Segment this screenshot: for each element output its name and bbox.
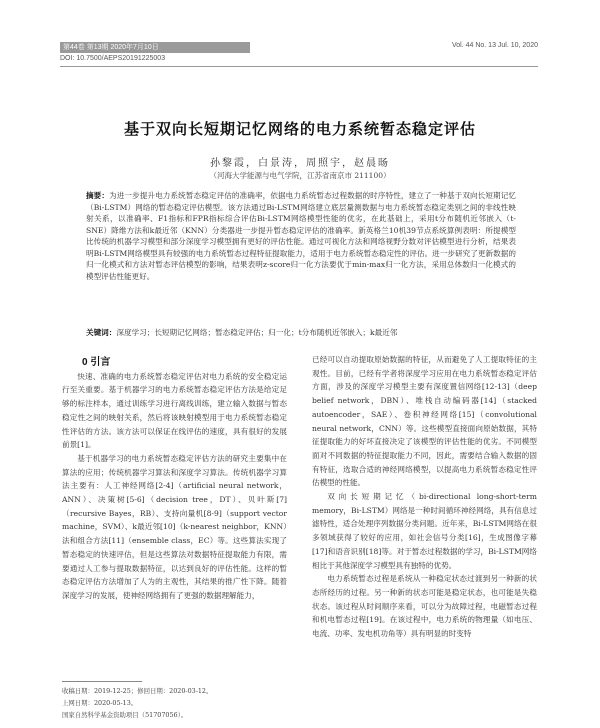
footnote (62, 685, 212, 721)
left-column (62, 356, 287, 603)
paragraph: 双向长短期记忆（bi-directional long-short-term memory，Bi-LSTM）网络是一种时间循环神经网络，具有信息过滤特性，适合处理序列数据分类问题。近年来，Bi-LSTM网络在很多领域获得了较好的应用，如社会信号分类[16]，生成图像字幕[17]和语音识别[18]等。对于暂态过程数据的学习，Bi-LSTM网络相比于其他深度学习模型具有独特的优势。 (312, 492, 537, 570)
footnote-online: 上网日期：2020-05-13。 (62, 699, 138, 707)
footnote-divider (62, 681, 142, 682)
abstract-label: 摘要： (86, 191, 110, 200)
journal-issue-en: Vol. 44 No. 13 Jul. 10, 2020 (451, 42, 538, 49)
journal-issue-banner: 第44卷 第13期 2020年7月10日 (60, 42, 250, 53)
keywords-text: 深度学习；长短期记忆网络；暂态稳定评估；归一化；t分布随机近邻嵌入；k最近邻 (116, 328, 398, 337)
abstract (86, 190, 516, 282)
paragraph: 基于机器学习的电力系统暂态稳定评估方法的研究主要集中在算法的应用；传统机器学习算法和深度学习算法。传统机器学习算法主要有：人工神经网络[2-4]（artificial neural network，ANN）、决策树[5-6]（decision tree，DT）、贝叶斯[7]（recursive Bayes，RB）、支持向量机[8-9]（support vector machine，SVM）、k最近邻[10]（k-nearest neighbor，KNN）法和组合方法[11]（ensemble class，EC）等。这些算法实现了暂态稳定的快速评估，但是这些算法对数据特征提取能力有限，需要通过人工参与提取数据特征，以达到良好的评估性能。这样的暂态稳定评估方法增加了人为的主观性，其结果的推广性下降。随着深度学习的发展，使神经网络拥有了更强的数据理解能力， (62, 453, 287, 600)
footnote-received: 收稿日期：2019-12-25；修回日期：2020-03-12。 (62, 687, 213, 695)
paper-title: 基于双向长短期记忆网络的电力系统暂态稳定评估 (123, 120, 476, 138)
abstract-text: 为进一步提升电力系统暂态稳定评估的准确率，依据电力系统暂态过程数据的时序特性，建立了一种基于双向长短期记忆（Bi-LSTM）网络的暂态稳定评估模型。该方法通过Bi-LSTM网络建立底层量测数据与电力系统暂态稳定类别之间的非线性映射关系，以准确率、F1指标和FPR指标综合评估Bi-LSTM网络模型性能的优劣，在此基础上，采用t分布随机近邻嵌入（t-SNE）降维方法和k最近邻（KNN）分类器进一步提升暂态稳定评估的准确率。新英格兰10机39节点系统算例表明：所提模型比传统的机器学习模型和部分深度学习模型拥有更好的评估性能。通过可视化方法和网络视野分数对评估模型进行分析，结果表明Bi-LSTM网络模型具有较强的电力系统暂态过程特征提取能力，适用于电力系统暂态稳定性的评估。进一步研究了更新数据的归一化模式和方法对暂态评估模型的影响，结果表明z-score归一化方法要优于min-max归一化方法，采用总体数归一化模式的模型评估性能更好。 (86, 191, 517, 281)
paragraph: 已经可以自动提取原始数据的特征，从而避免了人工提取特征的主观性。目前，已经有学者将深度学习应用在电力系统暂态稳定评估方面，涉及的深度学习模型主要有深度置信网络[12-13]（deep belief network，DBN）、堆栈自动编码器[14]（stacked autoencoder，SAE）、卷积神经网络[15]（convolutional neural network，CNN）等。这些模型直接面向原始数据，其特征提取能力的好坏直接决定了该模型的评估性能的优劣。不同模型面对不同数据的特征提取能力不同，因此，需要结合输入数据的固有特征，选取合适的神经网络模型，以提高电力系统暂态稳定性评估模型的性能。 (312, 355, 537, 488)
right-column (312, 353, 537, 641)
keywords (86, 327, 516, 338)
doi[interactable]: DOI: 10.7500/AEPS20191225003 (60, 55, 166, 62)
footnote-fund: 国家自然科学基金资助项目（51707056）。 (62, 711, 188, 719)
affiliation: （河海大学能源与电气学院，江苏省南京市 211100） (209, 171, 391, 180)
paragraph: 电力系统暂态过程是系统从一种稳定状态过渡到另一种新的状态所经历的过程。另一种新的状态可能是稳定状态，也可能是失稳状态。该过程从时间顺序来看，可以分为故障过程，电磁暂态过程和机电暂态过程[19]。在该过程中，电力系统的物理量（如电压、电流、功率、发电机功角等）具有明显的时变特 (312, 574, 537, 639)
paragraph: 快速、准确的电力系统暂态稳定评估对电力系统的安全稳定运行至关重要。基于机器学习的电力系统暂态稳定评估方法是给定足够的标注样本，通过训练学习进行离线训练，建立输入数据与暂态稳定性之间的映射关系，然后将该映射模型用于电力系统暂态稳定性评估的方法。该方法可以保证在线评估的速度，具有很好的发展前景[1]。 (62, 371, 287, 450)
header-divider (60, 66, 538, 67)
authors: 孙黎霞，白景涛，周照宇，赵晨旸 (210, 158, 390, 169)
keywords-label: 关键词： (86, 328, 117, 337)
section-heading: 0 引言 (82, 357, 111, 368)
